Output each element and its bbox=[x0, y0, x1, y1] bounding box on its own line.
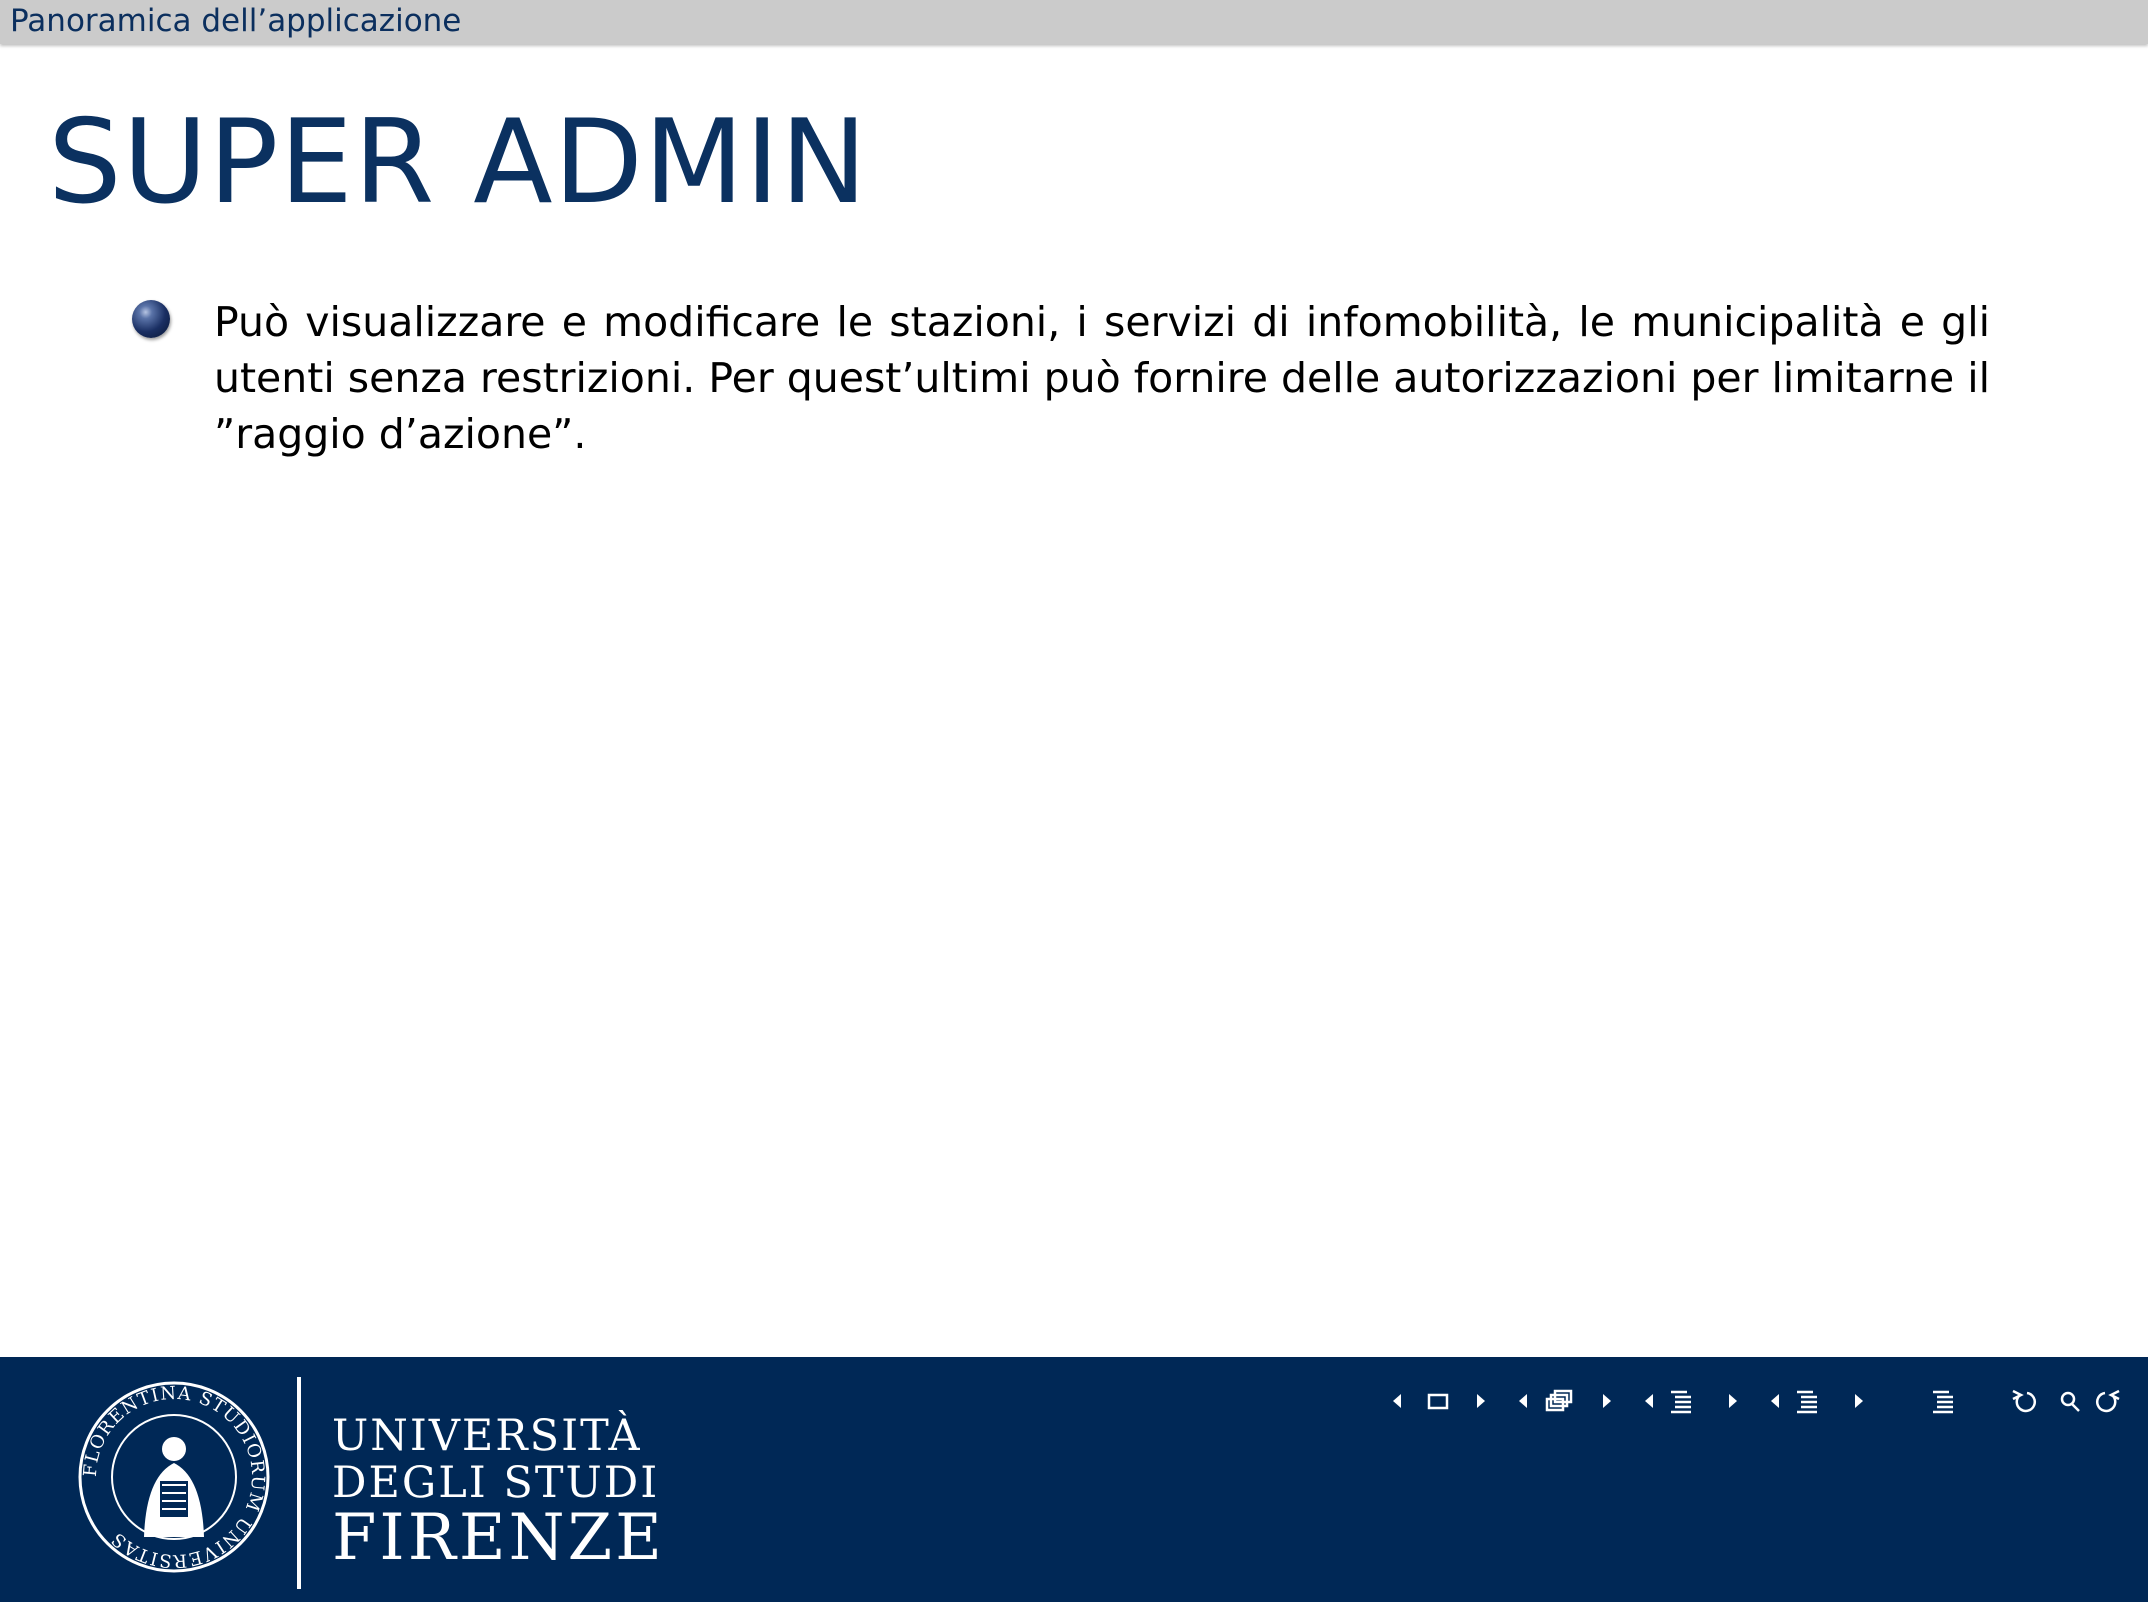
bullet-text: Può visualizzare e modificare le stazioni, i servizi di infomobilità, le municipalità e gli utenti senza restrizioni. Per quest’ultimi può fornire delle autorizzazioni per limitarne il ”raggio d’azione”. bbox=[214, 298, 1990, 458]
next-subsection-icon[interactable] bbox=[1729, 1394, 1737, 1408]
frame-icon[interactable] bbox=[1547, 1391, 1571, 1410]
footer-divider bbox=[297, 1377, 301, 1589]
navigation-bar bbox=[1385, 1381, 2145, 1421]
prev-slide-icon[interactable] bbox=[1393, 1394, 1401, 1408]
search-icon[interactable] bbox=[2062, 1393, 2079, 1411]
next-slide-icon[interactable] bbox=[1477, 1394, 1485, 1408]
back-icon[interactable] bbox=[2013, 1391, 2035, 1411]
bullet-icon bbox=[132, 300, 170, 338]
header-bar bbox=[0, 0, 2148, 44]
logo-line-firenze: FIRENZE bbox=[332, 1501, 665, 1575]
section-title[interactable]: Panoramica dell’applicazione bbox=[10, 3, 462, 39]
slide-icon[interactable] bbox=[1429, 1395, 1447, 1408]
next-section-icon[interactable] bbox=[1855, 1394, 1863, 1408]
subsection-icon[interactable] bbox=[1671, 1392, 1691, 1412]
forward-icon[interactable] bbox=[2097, 1391, 2119, 1411]
prev-section-icon[interactable] bbox=[1771, 1394, 1779, 1408]
seal-text: FLORENTINA STUDIORUM UNIVERSITAS bbox=[79, 1382, 269, 1572]
logo-line-universita: UNIVERSITÀ bbox=[332, 1411, 642, 1461]
section-icon[interactable] bbox=[1797, 1392, 1817, 1412]
logo-line-degli-studi: DEGLI STUDI bbox=[332, 1458, 660, 1508]
document-icon[interactable] bbox=[1933, 1392, 1953, 1412]
frame-title: SUPER ADMIN bbox=[48, 95, 868, 230]
university-seal-icon bbox=[74, 1377, 274, 1577]
prev-frame-icon[interactable] bbox=[1519, 1394, 1527, 1408]
prev-subsection-icon[interactable] bbox=[1645, 1394, 1653, 1408]
footer bbox=[0, 1357, 2148, 1602]
next-frame-icon[interactable] bbox=[1603, 1394, 1611, 1408]
